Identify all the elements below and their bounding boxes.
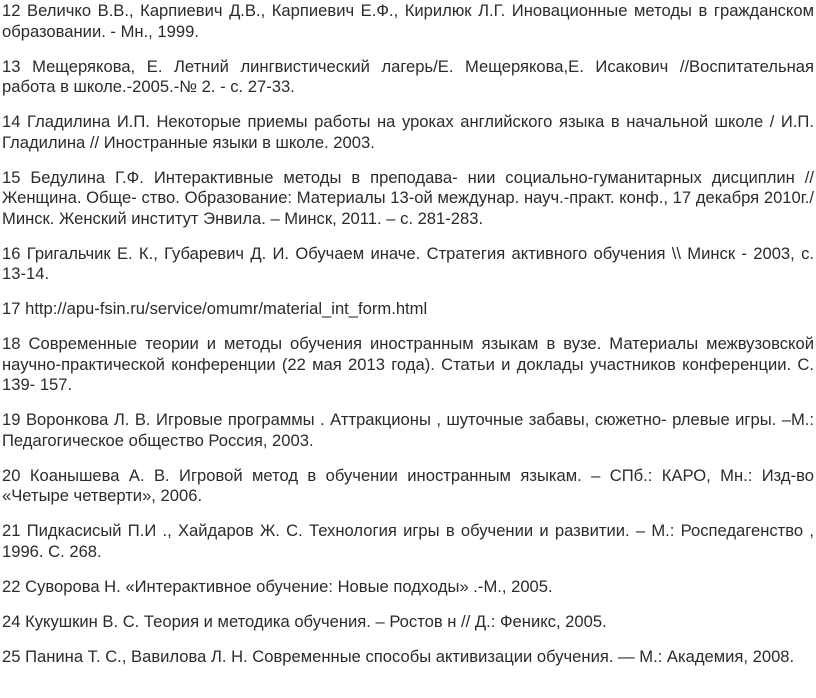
- reference-item: [2, 57, 814, 98]
- reference-text: Суворова Н. «Интерактивное обучение: Новые подходы» .-М., 2005.: [25, 576, 553, 596]
- reference-item: [2, 334, 814, 396]
- reference-number: 21: [2, 521, 21, 540]
- reference-number: 13: [2, 56, 21, 76]
- reference-item: [2, 647, 814, 668]
- reference-text: Бедулина Г.Ф. Интерактивные методы в преподава- нии социально-гуманитарных дисциплин // Женщина. Обще- ство. Образование: Материалы 13-ой междунар. науч.-практ. конф., 17 декабря 2010г./Минск. Женский институт Энвила. – Минск, 2011. – с. 281-283.: [2, 167, 814, 228]
- reference-number: 18: [2, 334, 21, 353]
- reference-item: [2, 168, 814, 230]
- reference-item: [2, 112, 814, 153]
- reference-number: 19: [2, 410, 21, 429]
- reference-number: 25: [2, 646, 21, 666]
- reference-text: Григальчик Е. К., Губаревич Д. И. Обучаем иначе. Стратегия активного обучения \\ Минск - 2003, с. 13-14.: [2, 243, 814, 283]
- reference-number: 24: [2, 611, 21, 631]
- reference-text: Современные теории и методы обучения иностранным языкам в вузе. Материалы межвузовской научно-практической конференции (22 мая 2013 года). Статьи и доклады участников конференции. С. 139- 157.: [2, 334, 814, 394]
- reference-item: [2, 299, 814, 320]
- reference-text: Пидкасисый П.И ., Хайдаров Ж. С. Технология игры в обучении и развитии. – М.: Роспедагенство , 1996. С. 268.: [2, 521, 814, 561]
- reference-number: 15: [2, 167, 21, 187]
- reference-number: 12: [2, 1, 21, 20]
- reference-link[interactable]: http://apu-fsin.ru/service/omumr/material_int_form.html: [25, 299, 428, 318]
- reference-text: Величко В.В., Карпиевич Д.В., Карпиевич Е.Ф., Кирилюк Л.Г. Иновационные методы в гражданском образовании. - Мн., 1999.: [2, 1, 814, 41]
- reference-number: 20: [2, 465, 21, 485]
- reference-item: [2, 410, 814, 451]
- reference-number: 17: [2, 299, 21, 318]
- reference-text: Гладилина И.П. Некоторые приемы работы на уроках английского языка в начальной школе / И.П. Гладилина // Иностранные языки в школе. 2003.: [2, 112, 814, 152]
- reference-item: [2, 244, 814, 285]
- reference-text: Панина Т. С., Вавилова Л. Н. Современные способы активизации обучения. — М.: Академия, 2008.: [25, 646, 795, 666]
- reference-text: Воронкова Л. В. Игровые программы . Аттракционы , шуточные забавы, сюжетно- рлевые игры. –М.: Педагогическое общество Россия, 2003.: [2, 410, 814, 450]
- reference-item: [2, 521, 814, 562]
- reference-item: [2, 466, 814, 507]
- reference-number: 16: [2, 243, 21, 263]
- reference-text: Мещерякова, Е. Летний лингвистический лагерь/Е. Мещерякова,Е. Исакович //Воспитательная работа в школе.-2005.-№ 2. - с. 27-33.: [2, 56, 814, 96]
- reference-number: 22: [2, 576, 21, 596]
- reference-item: [2, 612, 814, 633]
- reference-text: Кукушкин В. С. Теория и методика обучения. – Ростов н // Д.: Феникс, 2005.: [25, 611, 607, 631]
- reference-item: [2, 1, 814, 42]
- reference-text: Коанышева А. В. Игровой метод в обучении иностранным языкам. – СПб.: КАРО, Мн.: Изд-во «Четыре четверти», 2006.: [2, 465, 814, 505]
- reference-item: [2, 577, 814, 598]
- reference-number: 14: [2, 112, 21, 131]
